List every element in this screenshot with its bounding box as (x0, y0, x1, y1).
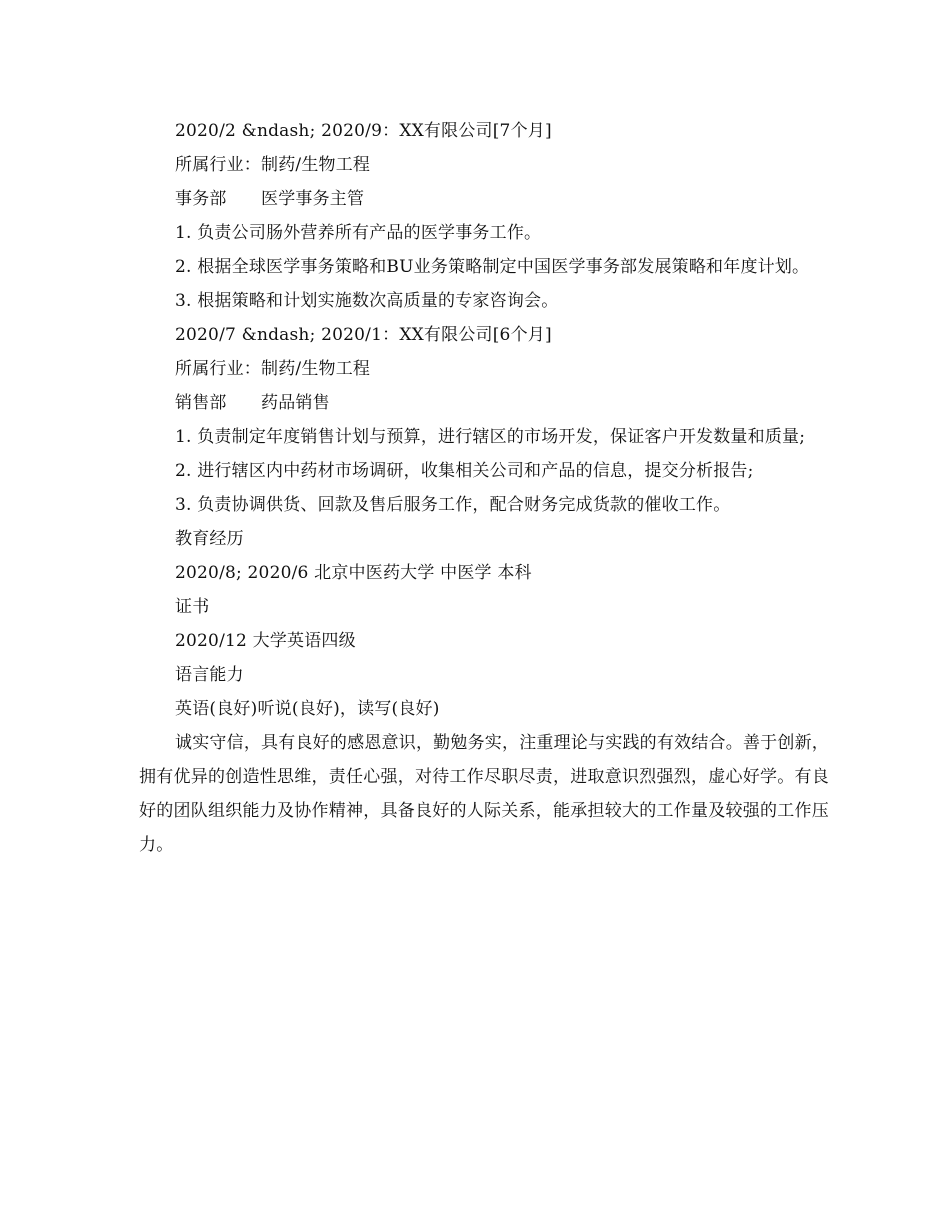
job1-dept-title: 事务部 医学事务主管 (175, 189, 365, 209)
job2-period: 2020/7 &ndash; 2020/1：XX有限公司[6个月] (175, 325, 552, 345)
job1-duty-2: 2. 根据全球医学事务策略和BU业务策略制定中国医学事务部发展策略和年度计划。 (175, 257, 810, 277)
job2-duty-1: 1. 负责制定年度销售计划与预算，进行辖区的市场开发，保证客户开发数量和质量; (175, 427, 806, 447)
resume-body (139, 114, 829, 862)
job2-duty-3: 3. 负责协调供货、回款及售后服务工作，配合财务完成货款的催收工作。 (175, 495, 731, 515)
job1-industry: 所属行业：制药/生物工程 (175, 155, 371, 175)
job2-industry: 所属行业：制药/生物工程 (175, 359, 371, 379)
job1-period: 2020/2 &ndash; 2020/9：XX有限公司[7个月] (175, 121, 552, 141)
education-entry: 2020/8; 2020/6 北京中医药大学 中医学 本科 (175, 563, 532, 583)
job1-duty-3: 3. 根据策略和计划实施数次高质量的专家咨询会。 (175, 291, 559, 311)
education-heading: 教育经历 (175, 529, 244, 549)
languages-entry: 英语(良好)听说(良好)，读写(良好) (175, 699, 440, 719)
languages-heading: 语言能力 (175, 665, 244, 685)
self-evaluation: 诚实守信，具有良好的感恩意识，勤勉务实，注重理论与实践的有效结合。善于创新，拥有优异的创造性思维，责任心强，对待工作尽职尽责，进取意识烈强烈，虚心好学。有良好的团队组织能力及协作精神，具备良好的人际关系，能承担较大的工作量及较强的工作压力。 (139, 733, 829, 855)
job2-duty-2: 2. 进行辖区内中药材市场调研，收集相关公司和产品的信息，提交分析报告; (175, 461, 754, 481)
certificates-heading: 证书 (175, 597, 210, 617)
job1-duty-1: 1. 负责公司肠外营养所有产品的医学事务工作。 (175, 223, 542, 243)
certificates-entry: 2020/12 大学英语四级 (175, 631, 356, 651)
job2-dept-title: 销售部 药品销售 (175, 393, 330, 413)
